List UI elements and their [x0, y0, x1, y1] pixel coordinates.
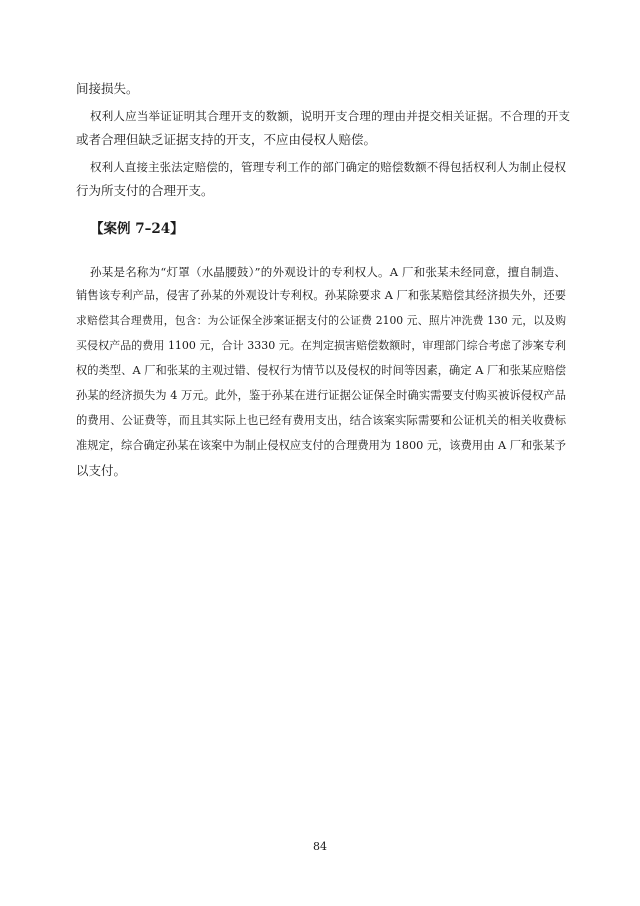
- paragraph-line: 间接损失。: [76, 81, 139, 96]
- case-line: 的费用、公证费等，而且其实际上也已经有费用支出，结合该案实际需要和公证机关的相关收费标: [76, 414, 566, 427]
- case-heading: 【案例 7–24】: [90, 221, 184, 237]
- paragraph-line: 权利人直接主张法定赔偿的，管理专利工作的部门确定的赔偿数额不得包括权利人为制止侵权: [90, 160, 566, 174]
- case-line: 孙某是名称为“灯罩（水晶腰鼓）”的外观设计的专利权人。A 厂和张某未经同意，擅自制造、: [90, 265, 566, 279]
- case-line: 求赔偿其合理费用，包含：为公证保全涉案证据支付的公证费 2100 元、照片冲洗费 130 元，以及购: [76, 314, 566, 327]
- case-line: 孙某的经济损失为 4 万元。此外，鉴于孙某在进行证据公证保全时确实需要支付购买被诉侵权产品: [76, 389, 566, 402]
- case-line: 买侵权产品的费用 1100 元，合计 3330 元。在判定损害赔偿数额时，审理部门综合考虑了涉案专利: [76, 339, 566, 352]
- paragraph-line: 权利人应当举证证明其合理开支的数额，说明开支合理的理由并提交相关证据。不合理的开支: [90, 109, 570, 123]
- page-number: 84: [313, 840, 327, 853]
- case-line: 以支付。: [76, 463, 127, 478]
- paragraph-line: 或者合理但缺乏证据支持的开支，不应由侵权人赔偿。: [76, 132, 377, 147]
- case-line: 销售该专利产品，侵害了孙某的外观设计专利权。孙某除要求 A 厂和张某赔偿其经济损失外，还要: [76, 289, 566, 302]
- case-line: 准规定，综合确定孙某在该案中为制止侵权应支付的合理费用为 1800 元，该费用由 A 厂和张某予: [76, 439, 566, 452]
- case-line: 权的类型、A 厂和张某的主观过错、侵权行为情节以及侵权的时间等因素，确定 A 厂和张某应赔偿: [76, 364, 566, 377]
- paragraph-line: 行为所支付的合理开支。: [76, 183, 214, 198]
